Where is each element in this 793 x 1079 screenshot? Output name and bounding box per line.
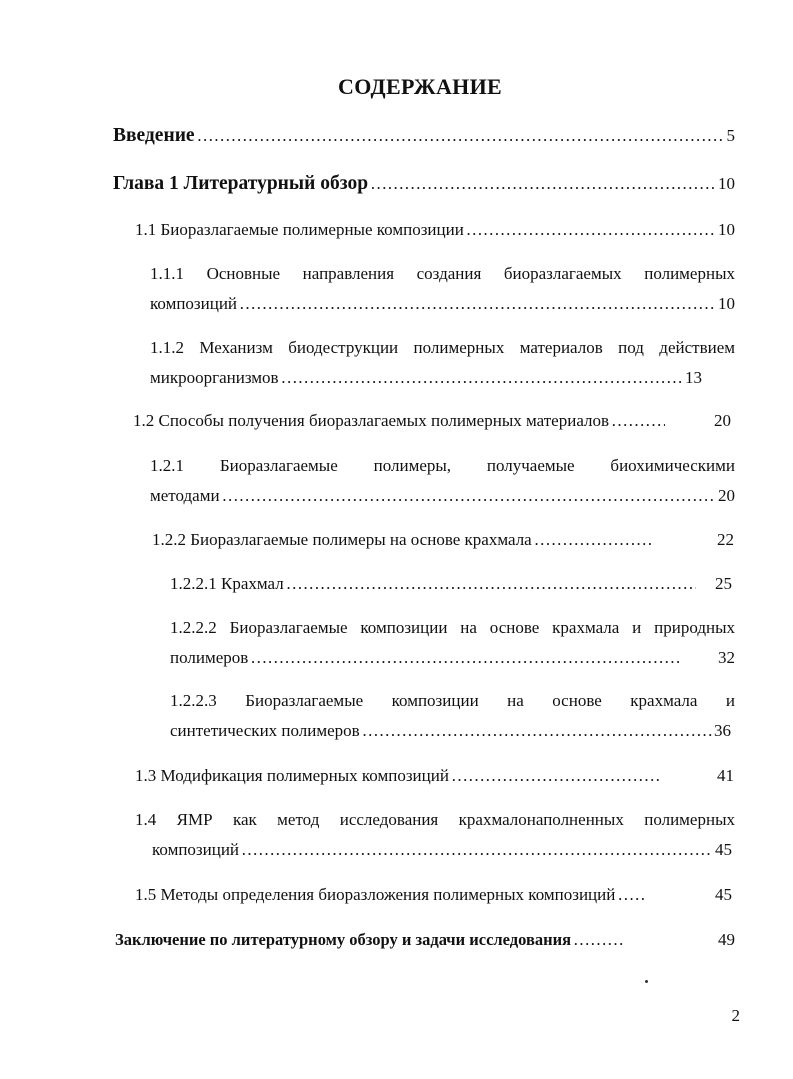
toc-entry-1-1-1[interactable]	[150, 259, 735, 319]
leader-dots	[573, 925, 625, 955]
page-number: 2	[731, 1006, 740, 1025]
toc-entry-1-1[interactable]	[135, 215, 735, 245]
toc-entry-chapter-1[interactable]	[113, 169, 735, 199]
toc-entry-text-line1: 1.4 ЯМР как метод исследования крахмалонаполненных полимерных	[135, 810, 735, 829]
toc-entry-1-5[interactable]	[135, 880, 732, 910]
toc-page-number: 41	[717, 766, 734, 785]
toc-entry-text: 1.5 Методы определения биоразложения полимерных композиций	[135, 885, 616, 904]
toc-entry-1-2-2[interactable]	[152, 525, 734, 555]
toc-page-number: 10	[718, 220, 735, 239]
toc-entry-1-2-2-2[interactable]	[170, 613, 735, 673]
toc-entry-text: Глава 1 Литературный обзор	[113, 173, 369, 194]
toc-entry-text: 1.1 Биоразлагаемые полимерные композиции	[135, 220, 464, 239]
leader-dots	[466, 215, 716, 245]
toc-entry-text: Введение	[113, 125, 195, 146]
toc-page-number: 20	[718, 486, 735, 505]
toc-entry-text-line1: 1.2.2.2 Биоразлагаемые композиции на основе крахмала и природных	[170, 618, 735, 637]
toc-entry-text: 1.3 Модификация полимерных композиций	[135, 766, 449, 785]
toc-page-number: 13	[685, 368, 702, 387]
toc-entry-intro[interactable]	[113, 121, 735, 151]
toc-entry-1-2[interactable]	[133, 406, 731, 436]
leader-dots	[286, 569, 696, 599]
leader-dots	[617, 880, 645, 910]
leader-dots	[222, 481, 716, 511]
leader-dots	[239, 289, 716, 319]
page-title: СОДЕРЖАНИЕ	[338, 74, 502, 99]
toc-entry-1-2-2-1[interactable]	[170, 569, 732, 599]
toc-page-number: 5	[726, 126, 735, 145]
leader-dots	[451, 761, 661, 791]
toc-page-number: 32	[718, 648, 735, 667]
toc-entry-text: 1.2.2 Биоразлагаемые полимеры на основе крахмала	[152, 530, 532, 549]
toc-entry-text: 1.2.2.1 Крахмал	[170, 574, 284, 593]
leader-dots	[611, 406, 665, 436]
toc-entry-text-line1: 1.1.2 Механизм биодеструкции полимерных материалов под действием	[150, 338, 735, 357]
toc-page-number: 10	[718, 174, 735, 193]
toc-entry-text-line2: синтетических полимеров	[170, 721, 360, 740]
toc-entry-1-4[interactable]	[135, 805, 735, 865]
toc-entry-text-line2: полимеров	[170, 648, 249, 667]
toc-page-number: 49	[718, 930, 735, 949]
toc-entry-conclusion[interactable]	[115, 925, 735, 955]
toc-entry-text-line1: 1.1.1 Основные направления создания биоразлагаемых полимерных	[150, 264, 735, 283]
scan-speck	[645, 980, 648, 983]
toc-entry-text: Заключение по литературному обзору и задачи исследования	[115, 930, 572, 949]
toc-page-number: 22	[717, 530, 734, 549]
leader-dots	[534, 525, 652, 555]
toc-page-number: 25	[715, 574, 732, 593]
leader-dots	[197, 121, 725, 151]
toc-entry-1-2-1[interactable]	[150, 451, 735, 511]
toc-entry-text-line1: 1.2.2.3 Биоразлагаемые композиции на основе крахмала и	[170, 691, 735, 710]
leader-dots	[241, 835, 713, 865]
toc-entry-text-line2: композиций	[152, 840, 240, 859]
toc-entry-1-1-2[interactable]	[150, 333, 735, 393]
toc-page-number: 45	[715, 840, 732, 859]
toc-page-number: 10	[718, 294, 735, 313]
leader-dots	[362, 716, 712, 746]
toc-page-number: 20	[714, 411, 731, 430]
toc-page-number: 36	[714, 721, 731, 740]
toc-entry-text-line2: композиций	[150, 294, 238, 313]
toc-entry-text-line2: методами	[150, 486, 220, 505]
toc-page-number: 45	[715, 885, 732, 904]
leader-dots	[281, 363, 683, 393]
toc-entry-text: 1.2 Способы получения биоразлагаемых полимерных материалов	[133, 411, 610, 430]
toc-entry-1-3[interactable]	[135, 761, 734, 791]
toc-entry-text-line2: микроорганизмов	[150, 368, 279, 387]
leader-dots	[250, 643, 682, 673]
leader-dots	[370, 169, 716, 199]
toc-entry-text-line1: 1.2.1 Биоразлагаемые полимеры, получаемые биохимическими	[150, 456, 735, 475]
toc-entry-1-2-2-3[interactable]	[170, 686, 735, 746]
